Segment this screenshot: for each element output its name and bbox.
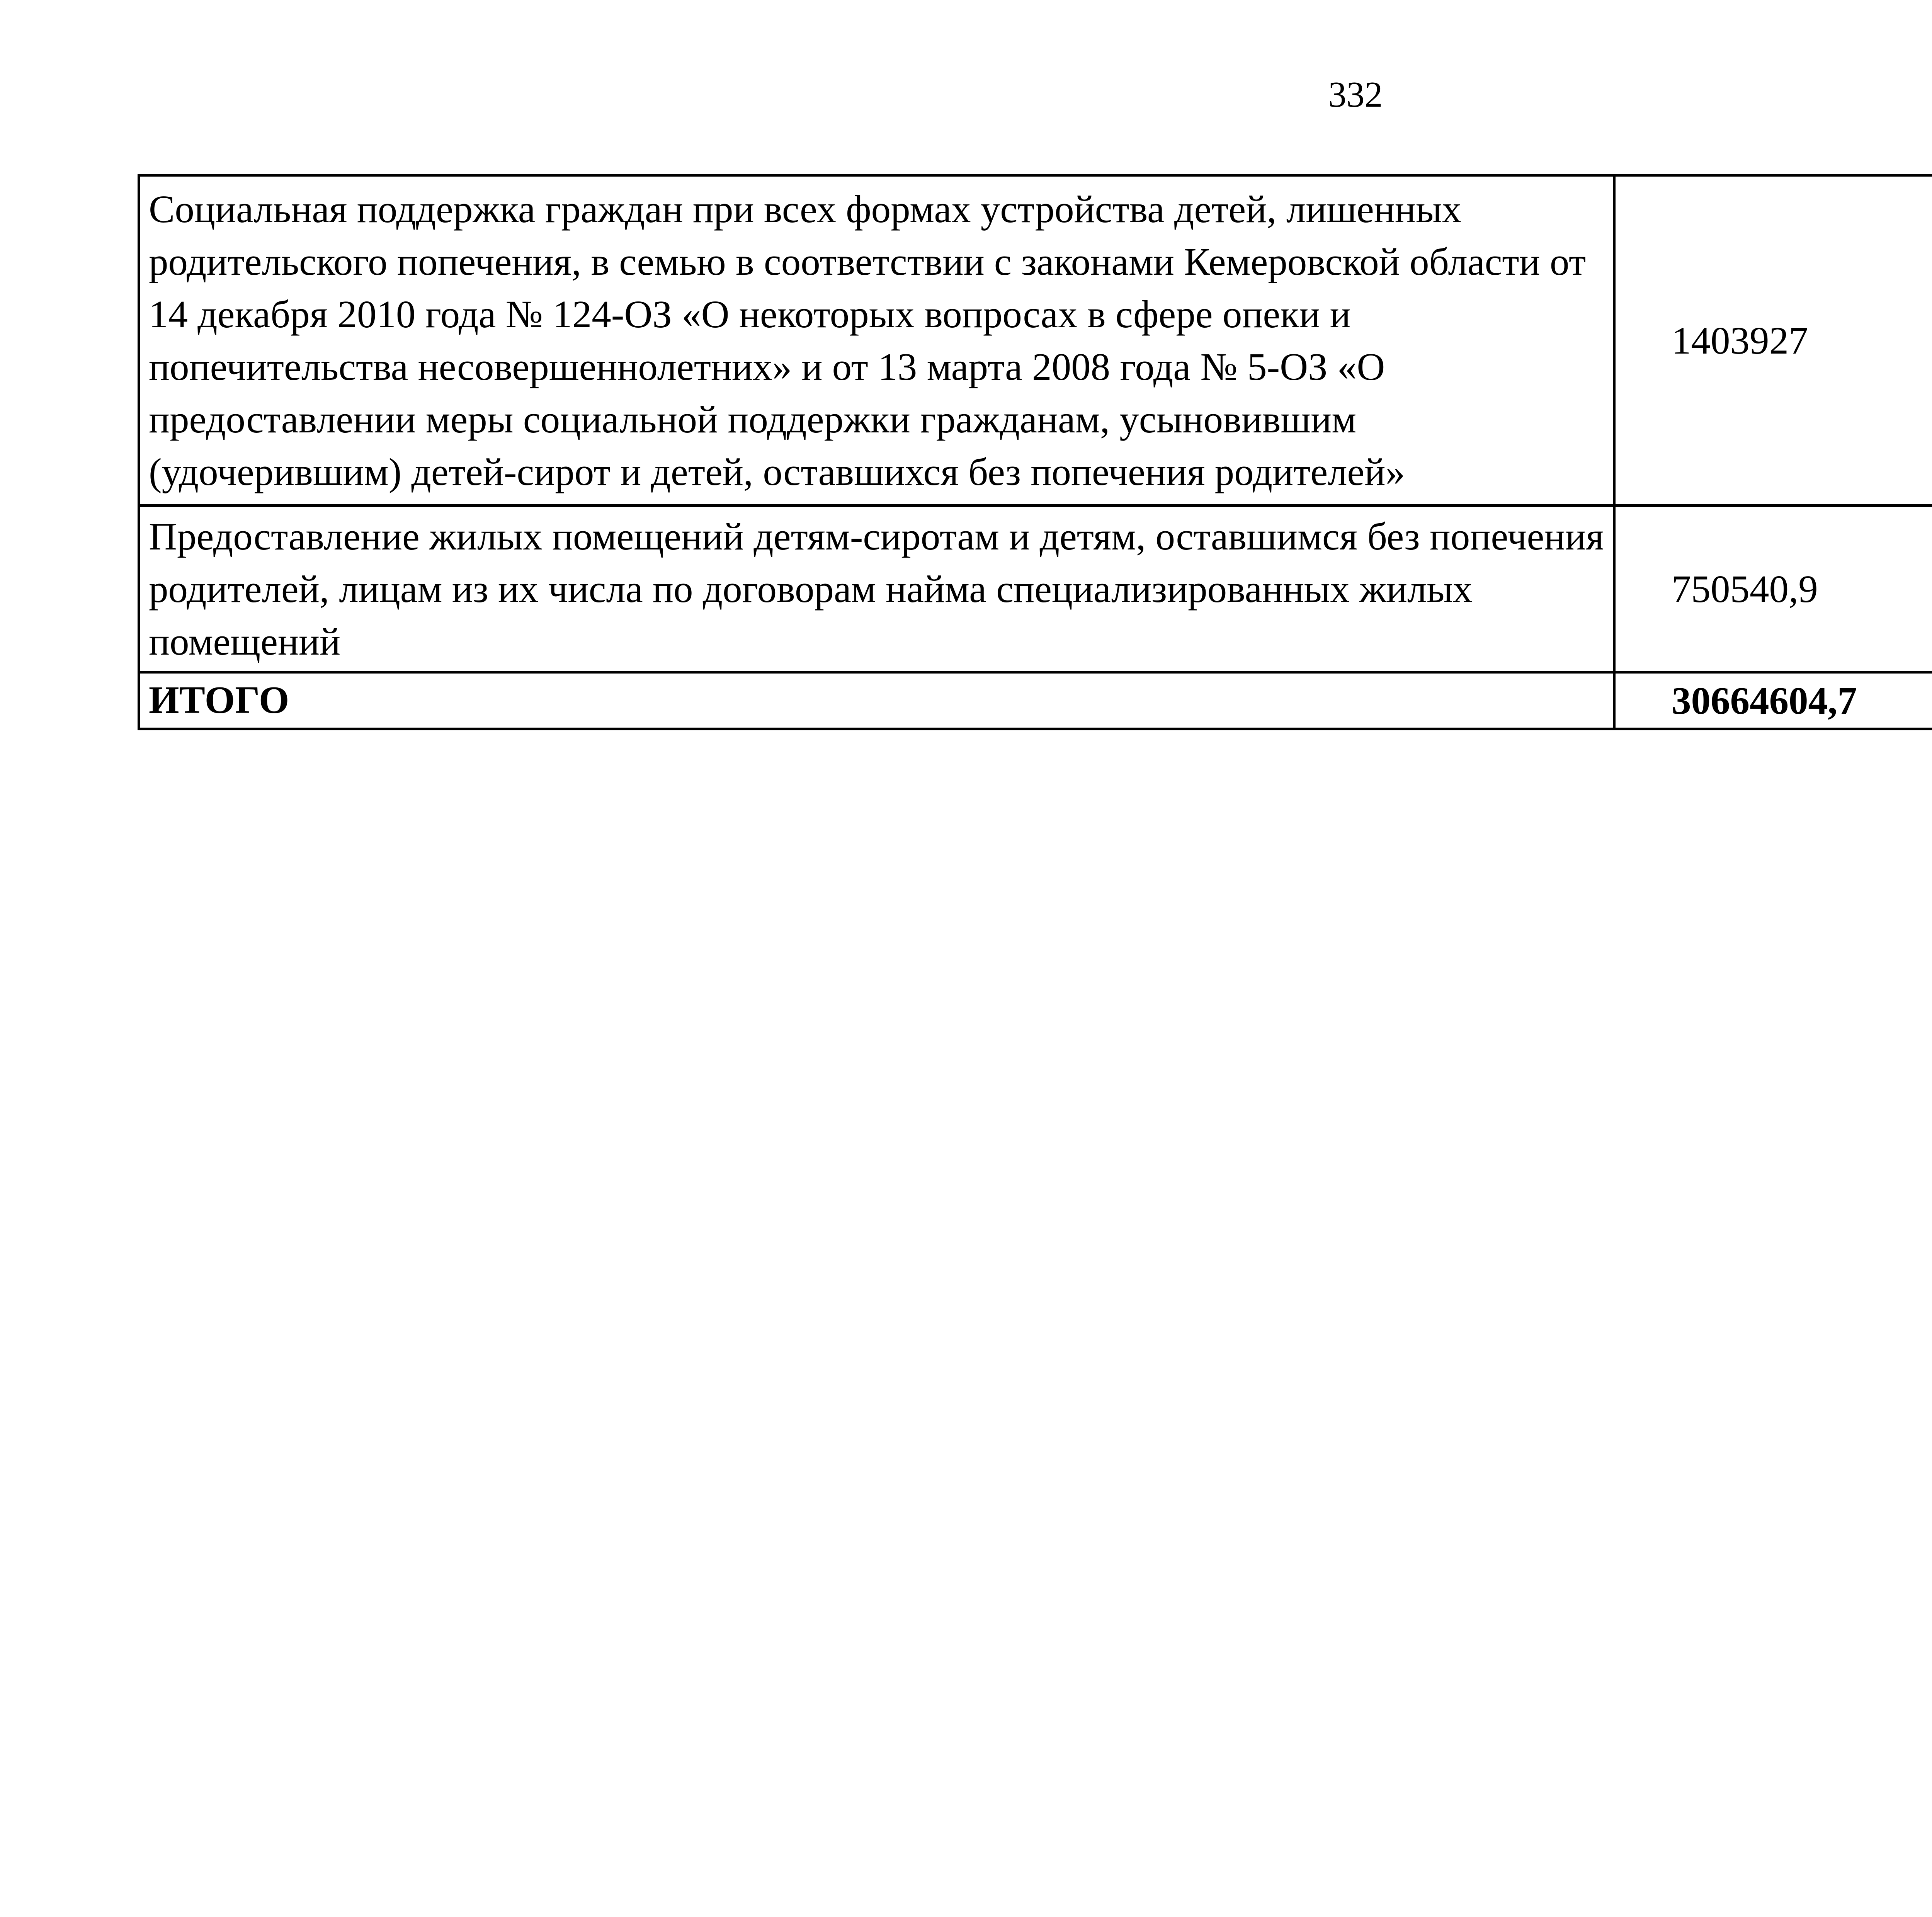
value-cell: 750540,9 bbox=[1614, 506, 1932, 672]
row-description: Предоставление жилых помещений детям-сиротам и детям, оставшимся без попечения родителей, лицам из их числа по договорам найма специализированных жилых помещений bbox=[139, 506, 1614, 672]
value-cell: 1403927 bbox=[1614, 175, 1932, 506]
budget-table bbox=[138, 174, 1932, 730]
total-label: ИТОГО bbox=[139, 672, 1614, 729]
row-description: Социальная поддержка граждан при всех формах устройства детей, лишенных родительского попечения, в семью в соответствии с законами Кемеровской области от 14 декабря 2010 года № 124-ОЗ «О некоторых вопросах в сфере опеки и попечительства несовершеннолетних» и от 13 марта 2008 года № 5-ОЗ «О предоставлении меры социальной поддержки гражданам, усыновившим (удочерившим) детей-сирот и детей, оставшихся без попечения родителей» bbox=[139, 175, 1614, 506]
table-row bbox=[139, 175, 1932, 506]
total-value: 30664604,7 bbox=[1614, 672, 1932, 729]
total-row bbox=[139, 672, 1932, 729]
table-row bbox=[139, 506, 1932, 672]
page-number: 332 bbox=[1328, 75, 1383, 115]
